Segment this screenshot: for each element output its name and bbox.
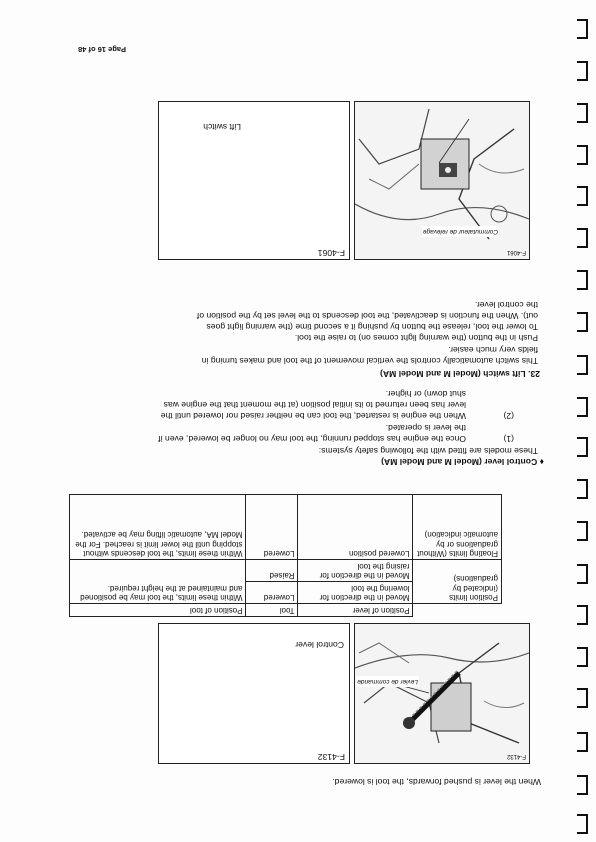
table-row1-result: Within these limits, the tool may be positioned and maintained at the height required.	[70, 560, 247, 604]
figure2-caption-box	[158, 101, 350, 260]
figure2-ref: F-4061	[317, 248, 345, 258]
control-lever-intro: These models are fitted with the following safety systems:	[318, 446, 538, 456]
lift-switch-p2-line3: out). When the function is deactivated, the tool descends to the level set by the position of	[196, 311, 538, 321]
figure2-inset-label: Commutateur de relevage	[422, 228, 498, 235]
lift-switch-p2-line2: To lower the tool, release the button by pushing it a second time (the warning light goes	[206, 322, 538, 332]
control-lever-illustration	[355, 624, 529, 763]
safety-item-2-line3: shut down) or higher.	[385, 389, 466, 399]
table-head-position-of-tool: Position of tool	[70, 604, 247, 617]
lift-switch-p1-line1: This switch automatically controls the vertical movement of the tool and makes turning in	[201, 356, 538, 366]
figure1-corner-tag: F-4132	[506, 753, 526, 759]
lift-switch-p2-line1: Push in the button (the warning light comes on) to raise the tool.	[294, 333, 538, 343]
table-row1b-lever: Moved in the direction for raising the tool	[298, 560, 413, 582]
table-head-position-of-lever: Position of lever	[298, 604, 413, 617]
control-lever-photo	[354, 623, 530, 764]
safety-item-2-line1: When the engine is restarted, the tool can be neither raised nor lowered until the	[160, 411, 466, 421]
table-head-tool: Tool	[246, 604, 298, 617]
figure2-corner-tag: F-4061	[506, 249, 526, 255]
table-row2-result: Within these limits, the tool descends without stopping until the lower limit is reached. For the Model MA, automatic lifting may be activated.	[70, 495, 247, 560]
safety-item-1-line2: the lever is operated.	[385, 423, 466, 433]
safety-item-1-num: (1)	[503, 434, 514, 444]
control-lever-heading: ♦ Control lever (Model M and Model MA)	[381, 457, 544, 467]
table-row2-lever: Lowered position	[298, 495, 413, 560]
safety-item-2-line2: lever has been returned to its initial position (at the moment that the engine was	[163, 400, 466, 410]
lift-switch-photo	[354, 101, 530, 260]
intro-text: When the lever is pushed forwards, the tool is lowered.	[332, 777, 541, 787]
table-row1a-lever: Moved in the direction for lowering the tool	[298, 582, 413, 604]
lift-switch-p1-line2: fields very much easier.	[448, 345, 538, 355]
figure2-caption: Lift switch	[203, 122, 241, 132]
figure1-caption-box	[158, 623, 350, 764]
lift-switch-p2-line4: the control lever.	[474, 300, 538, 310]
safety-item-1-line1: Once the engine has stopped running, the tool may no longer be lowered, even if	[158, 434, 466, 444]
table-row1-label: Position limits (indicated by graduations)	[413, 560, 502, 604]
lift-switch-heading: 23. Lift switch (Model M and Model MA)	[380, 369, 540, 379]
figure1-inset-label: Levier de commande	[357, 678, 418, 685]
figure1-caption: Control lever	[295, 640, 344, 650]
table-row2-label: Floating limits (Without graduations or by automatic indication)	[413, 495, 502, 560]
figure1-ref: F-4132	[317, 752, 345, 762]
lever-position-table	[69, 495, 502, 618]
table-row1a-tool: Lowered	[246, 582, 298, 604]
table-row1b-tool: Raised	[246, 560, 298, 582]
safety-item-2-num: (2)	[503, 411, 514, 421]
page-number: Page 16 of 48	[78, 45, 126, 54]
table-row2-tool: Lowered	[246, 495, 298, 560]
